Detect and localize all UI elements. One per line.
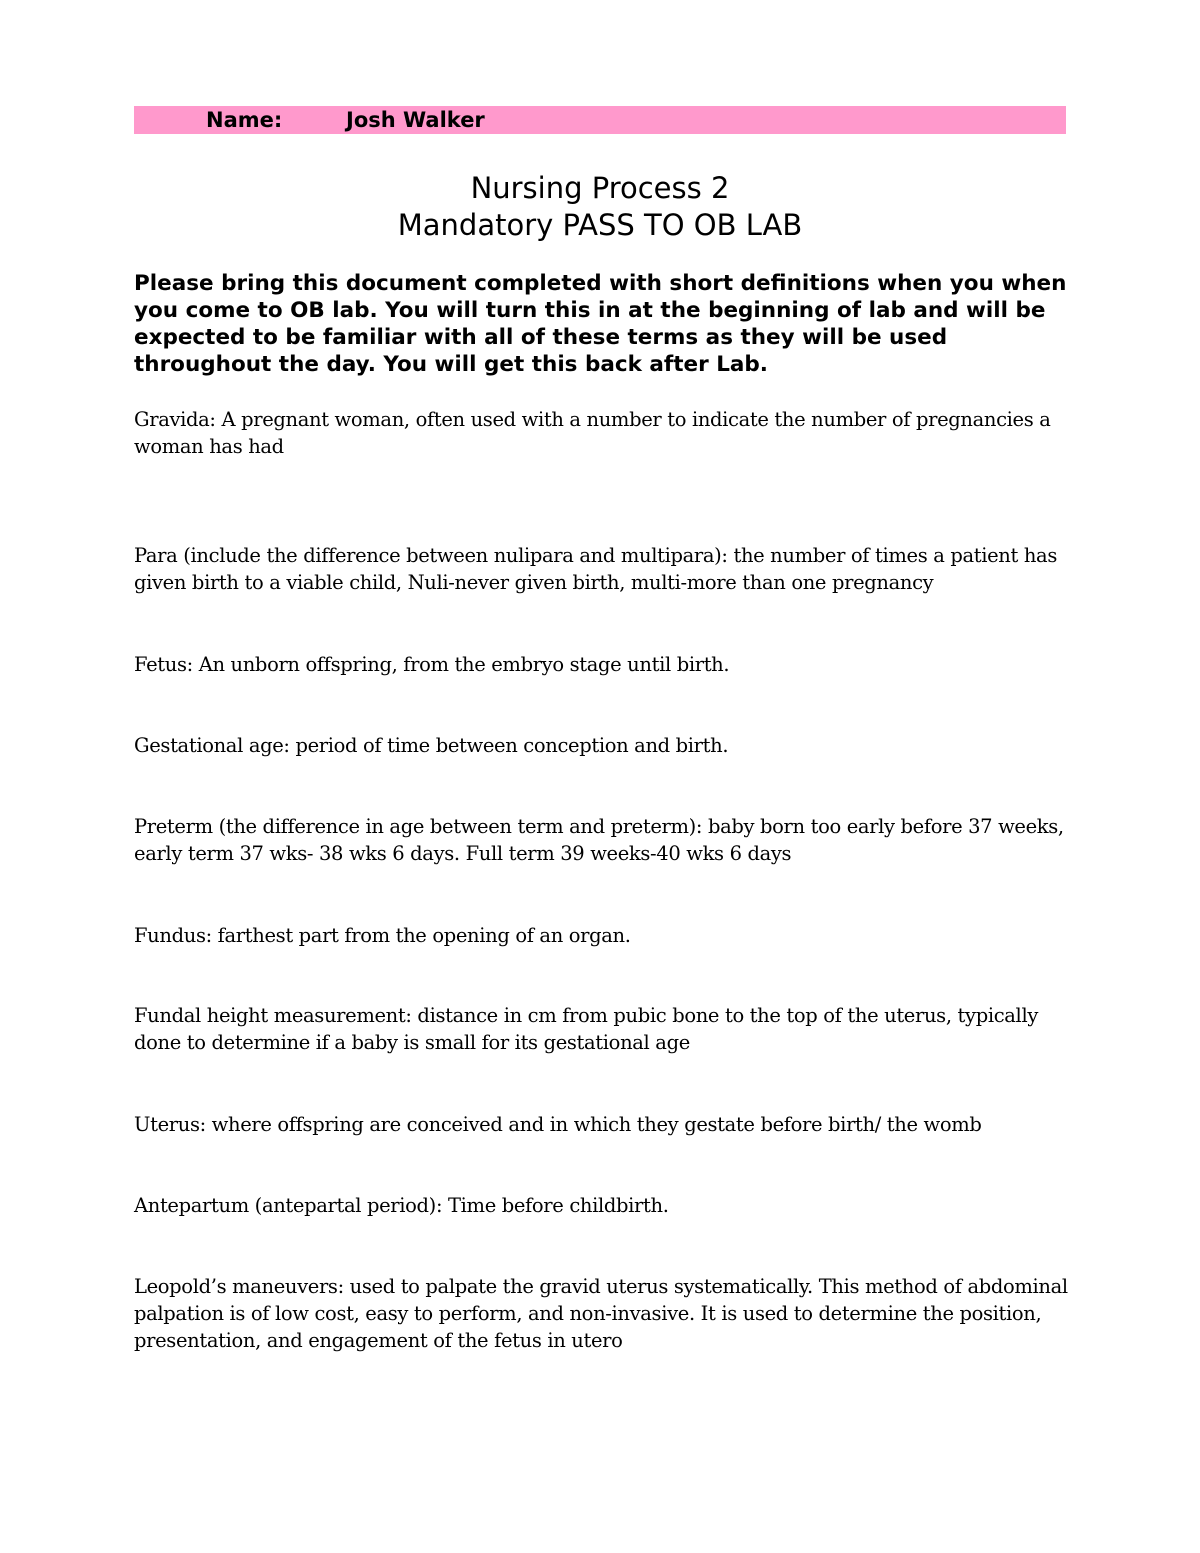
term-gestational-age: Gestational age: period of time between conception and birth. <box>134 734 729 757</box>
name-label: Name: <box>206 108 283 132</box>
instructions-paragraph: Please bring this document completed with short definitions when you when you come to OB lab. You will turn this in at the beginning of lab and will be expected to be familiar with all of these terms as they will be used throughout the day. You will get this back after Lab. <box>134 271 1067 377</box>
document-subtitle: Mandatory PASS TO OB LAB <box>397 208 803 242</box>
term-para: Para (include the difference between nulipara and multipara): the number of times a patient has given birth to a viable child, Nuli-never given birth, multi-more than one pregnancy <box>134 544 1057 594</box>
term-fundal-height: Fundal height measurement: distance in cm from pubic bone to the top of the uterus, typically done to determine if a baby is small for its gestational age <box>134 1004 1038 1054</box>
term-fundus: Fundus: farthest part from the opening of an organ. <box>134 924 631 947</box>
term-leopolds-maneuvers: Leopold’s maneuvers: used to palpate the gravid uterus systematically. This method of abdominal palpation is of low cost, easy to perform, and non-invasive. It is used to determine the position, presentation, and engagement of the fetus in utero <box>134 1275 1068 1352</box>
term-gravida: Gravida: A pregnant woman, often used with a number to indicate the number of pregnancies a woman has had <box>134 408 1051 458</box>
term-fetus: Fetus: An unborn offspring, from the embryo stage until birth. <box>134 653 730 676</box>
document-title: Nursing Process 2 <box>470 171 730 205</box>
term-preterm: Preterm (the difference in age between term and preterm): baby born too early before 37 weeks, early term 37 wks- 38 wks 6 days. Full term 39 weeks-40 wks 6 days <box>134 815 1064 865</box>
term-antepartum: Antepartum (antepartal period): Time before childbirth. <box>134 1194 669 1217</box>
name-bar <box>134 106 1066 134</box>
name-value: Josh Walker <box>346 108 485 132</box>
term-uterus: Uterus: where offspring are conceived and in which they gestate before birth/ the womb <box>134 1113 982 1136</box>
